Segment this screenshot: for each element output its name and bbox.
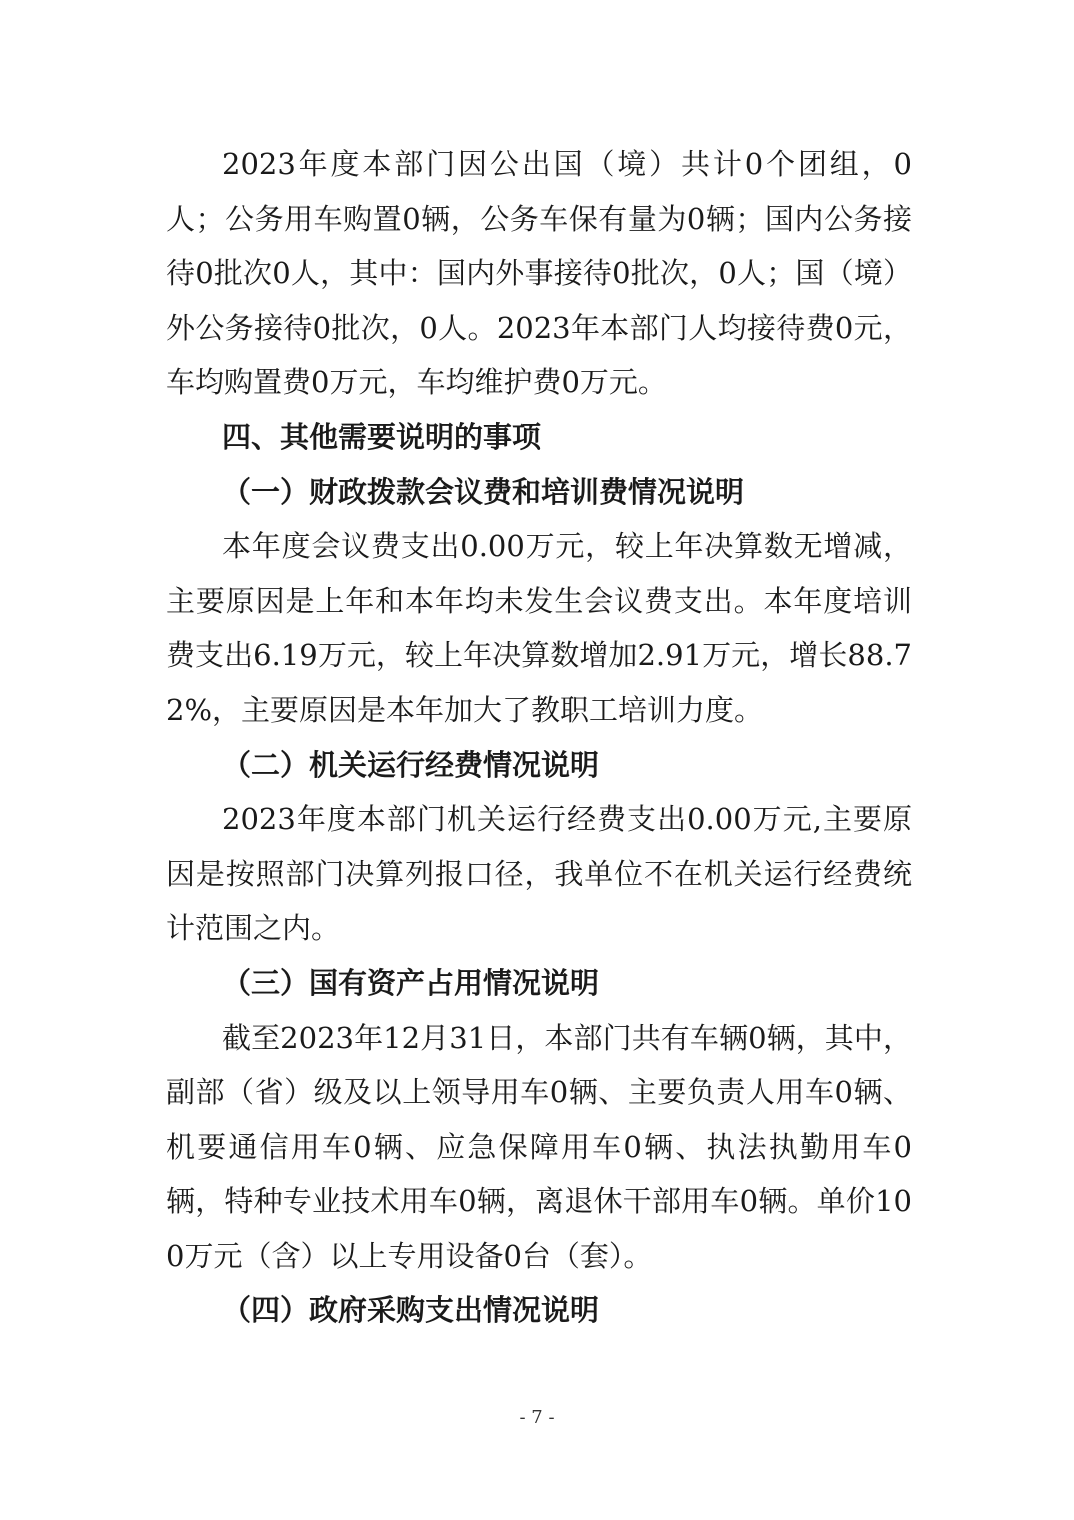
subheading-state-assets: （三）国有资产占用情况说明	[222, 965, 600, 1000]
subheading-government-procurement: （四）政府采购支出情况说明	[222, 1293, 600, 1328]
paragraph-state-assets: 截至2023年12月31日，本部门共有车辆0辆，其中，副部（省）级及以上领导用车0辆、主要负责人用车0辆、机要通信用车0辆、应急保障用车0辆、执法执勤用车0辆，特种专业技术用车0辆，离退休干部用车0辆。单价100万元（含）以上专用设备0台（套）。	[166, 1020, 912, 1273]
paragraph-meeting-training-fees: 本年度会议费支出0.00万元，较上年决算数无增减，主要原因是上年和本年均未发生会议费支出。本年度培训费支出6.19万元，较上年决算数增加2.91万元，增长88.72%，主要原因是本年加大了教职工培训力度。	[166, 529, 912, 727]
page-number: - 7 -	[519, 1407, 555, 1428]
paragraph-overseas-reception: 2023年度本部门因公出国（境）共计0个团组，0人；公务用车购置0辆，公务车保有量为0辆；国内公务接待0批次0人，其中：国内外事接待0批次，0人；国（境）外公务接待0批次，0人。2023年本部门人均接待费0元，车均购置费0万元，车均维护费0万元。	[166, 147, 912, 400]
subheading-meeting-training-fees: （一）财政拨款会议费和培训费情况说明	[222, 474, 745, 509]
section-heading-other-matters: 四、其他需要说明的事项	[222, 419, 542, 454]
subheading-operating-expenses: （二）机关运行经费情况说明	[222, 747, 600, 782]
document-body	[166, 137, 912, 1338]
paragraph-operating-expenses: 2023年度本部门机关运行经费支出0.00万元,主要原因是按照部门决算列报口径，我单位不在机关运行经费统计范围之内。	[166, 802, 912, 946]
